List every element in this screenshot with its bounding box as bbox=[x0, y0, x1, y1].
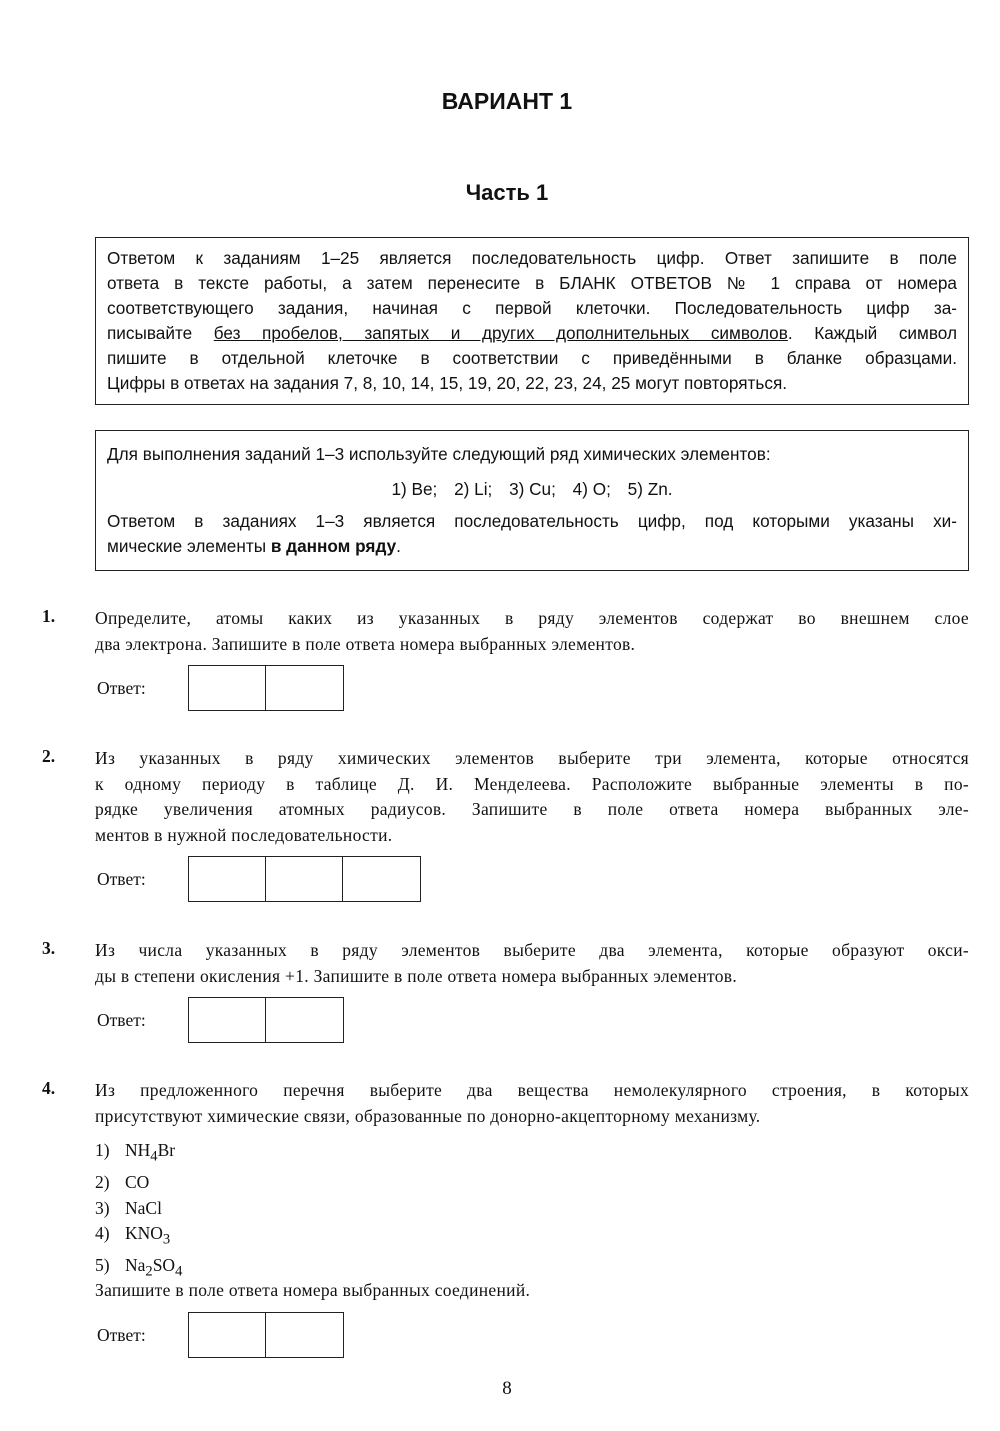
answer-field-q2[interactable] bbox=[188, 856, 421, 902]
answer-cell[interactable] bbox=[189, 1313, 266, 1357]
question-line: рядке увеличения атомных радиусов. Запишите в поле ответа номера выбранных эле- bbox=[95, 799, 969, 819]
formula-subscript: 4 bbox=[150, 1148, 158, 1165]
question-line: к одному периоду в таблице Д. И. Менделеева. Расположите выбранные элементы в по- bbox=[95, 773, 969, 794]
instructions-line: соответствующего задания, начиная с первой клеточки. Последовательность цифр за- bbox=[107, 298, 957, 318]
element-item: 4) O; bbox=[572, 479, 611, 499]
formula-subscript: 3 bbox=[162, 1231, 171, 1248]
formula-part: NH bbox=[125, 1140, 151, 1160]
instructions-text: писывайте bbox=[107, 323, 214, 343]
instructions-underlined-text: без пробелов, запятых и других дополнительных символов bbox=[213, 323, 788, 343]
answer-cell[interactable] bbox=[266, 1313, 343, 1357]
question-instruction: Запишите в поле ответа номера выбранных соединений. bbox=[95, 1280, 531, 1300]
part-title: Часть 1 bbox=[465, 180, 549, 205]
question-text bbox=[95, 606, 969, 657]
question-text bbox=[95, 746, 969, 848]
question-line: Из предложенного перечня выберите два вещества немолекулярного строения, в которых bbox=[95, 1080, 969, 1100]
option-item bbox=[95, 1170, 182, 1196]
answer-label: Ответ: bbox=[97, 869, 146, 889]
instructions-line: Ответом к заданиям 1–25 является последовательность цифр. Ответ запишите в поле bbox=[107, 248, 957, 268]
answer-cell[interactable] bbox=[343, 857, 420, 901]
formula-part: CO bbox=[125, 1172, 150, 1192]
question-line: присутствуют химические связи, образованные по донорно-акцепторному механизму. bbox=[95, 1105, 761, 1126]
answer-cell[interactable] bbox=[266, 857, 343, 901]
formula-part: Br bbox=[157, 1140, 176, 1160]
option-item bbox=[95, 1138, 182, 1170]
elements-row bbox=[107, 477, 957, 502]
option-number: 4) bbox=[95, 1223, 110, 1243]
answer-label: Ответ: bbox=[97, 678, 146, 698]
option-item bbox=[95, 1196, 182, 1222]
elements-intro: Для выполнения заданий 1–3 используйте следующий ряд химических элементов: bbox=[107, 444, 771, 464]
option-number: 3) bbox=[95, 1197, 110, 1218]
element-item: 1) Be; bbox=[391, 479, 438, 499]
formula-part: KNO bbox=[125, 1223, 163, 1243]
question-text bbox=[95, 938, 969, 989]
question-number: 3. bbox=[42, 938, 56, 958]
answer-label: Ответ: bbox=[97, 1325, 146, 1345]
answer-cell[interactable] bbox=[266, 666, 343, 710]
answer-cell[interactable] bbox=[189, 857, 266, 901]
instructions-line: пишите в отдельной клеточке в соответствии с приведёнными в бланке образцами. bbox=[107, 348, 957, 368]
element-item: 5) Zn. bbox=[627, 479, 673, 499]
elements-note-line: Ответом в заданиях 1–3 является последовательность цифр, под которыми указаны хи- bbox=[107, 511, 957, 531]
question-number: 2. bbox=[42, 746, 56, 766]
question-number: 1. bbox=[42, 606, 56, 626]
elements-note-bold: в данном ряду bbox=[270, 536, 397, 556]
element-item: 3) Cu; bbox=[509, 479, 556, 499]
instructions-line: Цифры в ответах на задания 7, 8, 10, 14, 15, 19, 20, 22, 23, 24, 25 могут повторяться. bbox=[107, 373, 788, 393]
formula-subscript: 4 bbox=[175, 1263, 183, 1280]
instructions-line: ответа в тексте работы, а затем перенесите в БЛАНК ОТВЕТОВ № 1 справа от номера bbox=[107, 273, 957, 293]
elements-note-text: . bbox=[396, 536, 401, 556]
options-list bbox=[95, 1138, 182, 1285]
elements-note-line bbox=[107, 534, 957, 559]
variant-title: ВАРИАНТ 1 bbox=[441, 88, 573, 114]
answer-field-q1[interactable] bbox=[188, 665, 344, 711]
formula-part: SO bbox=[152, 1255, 176, 1275]
elements-box bbox=[95, 430, 969, 571]
formula-subscript: 2 bbox=[145, 1263, 153, 1280]
instructions-box bbox=[95, 237, 969, 405]
instructions-line bbox=[107, 321, 957, 346]
instructions-text: . Каждый символ bbox=[787, 323, 957, 343]
question-line: два электрона. Запишите в поле ответа номера выбранных элементов. bbox=[95, 633, 636, 654]
question-line: Определите, атомы каких из указанных в ряду элементов содержат во внешнем слое bbox=[95, 608, 969, 628]
answer-label: Ответ: bbox=[97, 1010, 146, 1030]
question-line: Из числа указанных в ряду элементов выберите два элемента, которые образуют окси- bbox=[95, 940, 969, 960]
answer-cell[interactable] bbox=[189, 998, 266, 1042]
question-line: ды в степени окисления +1. Запишите в поле ответа номера выбранных элементов. bbox=[95, 965, 738, 986]
element-item: 2) Li; bbox=[454, 479, 493, 499]
answer-cell[interactable] bbox=[189, 666, 266, 710]
option-item bbox=[95, 1221, 182, 1253]
question-number: 4. bbox=[42, 1078, 56, 1098]
question-line: ментов в нужной последовательности. bbox=[95, 824, 393, 845]
option-number: 5) bbox=[95, 1255, 110, 1275]
elements-note-text: мические элементы bbox=[107, 536, 271, 556]
page-number: 8 bbox=[502, 1378, 512, 1399]
question-line: Из указанных в ряду химических элементов выберите три элемента, которые относятся bbox=[95, 748, 969, 768]
formula-part: Na bbox=[125, 1255, 146, 1275]
formula-part: NaCl bbox=[125, 1197, 162, 1218]
option-number: 1) bbox=[95, 1140, 110, 1160]
question-text bbox=[95, 1078, 969, 1129]
answer-field-q3[interactable] bbox=[188, 997, 344, 1043]
answer-cell[interactable] bbox=[266, 998, 343, 1042]
answer-field-q4[interactable] bbox=[188, 1312, 344, 1358]
option-number: 2) bbox=[95, 1172, 110, 1192]
